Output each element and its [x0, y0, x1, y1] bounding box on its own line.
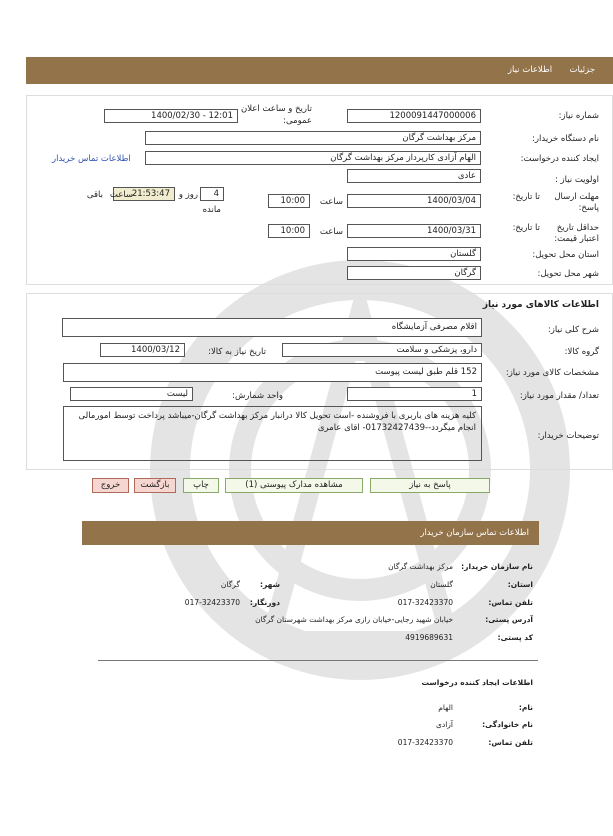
qty-field: 1: [347, 387, 482, 401]
view-attachments-button[interactable]: مشاهده مدارک پیوستی (1): [225, 478, 363, 493]
qty-label: تعداد/ مقدار مورد نیاز:: [519, 391, 599, 401]
creator-last-name-label: نام خانوادگی:: [482, 720, 533, 729]
validity-time-field: 10:00: [268, 224, 310, 238]
city-field: گرگان: [347, 266, 481, 280]
summary-field: اقلام مصرفی آزمایشگاه: [62, 318, 482, 337]
buyer-org-field: مرکز بهداشت گرگان: [145, 131, 481, 145]
remaining-left-label: مانده: [202, 205, 221, 215]
province-field: گلستان: [347, 247, 481, 261]
contact-section-title: اطلاعات تماس سازمان خریدار: [420, 528, 529, 538]
buyer-notes-field: کلیه هزینه های باربری با فروشنده -است تحویل کالا درانبار مرکز بهداشت گرگان-میباشد پرداخت توسط امورمالی انجام میگردد--01732427439- اقای عامری: [63, 406, 482, 461]
contact-city-label: شهر:: [260, 580, 280, 589]
buyer-org-label: نام دستگاه خریدار:: [532, 134, 599, 144]
contact-section-bar: [82, 521, 539, 545]
validity-until-date-label: تا تاریخ:: [512, 223, 540, 233]
creator-first-name-value: الهام: [438, 703, 453, 712]
countdown-field: 21:53:47: [113, 187, 175, 201]
deadline-until-date-label: تا تاریخ:: [512, 192, 540, 202]
unit-field: لیست: [70, 387, 193, 401]
city-label: شهر محل تحویل:: [537, 269, 599, 279]
days-label: روز و: [178, 190, 198, 200]
deadline-time-label: ساعت: [319, 197, 343, 207]
unit-label: واحد شمارش:: [232, 391, 283, 401]
contact-city-value: گرگان: [220, 580, 240, 589]
remaining-label: ساعت: [109, 190, 133, 200]
section-divider: [98, 660, 538, 661]
postal-code-value: 4919689631: [405, 633, 453, 642]
goods-section-title: اطلاعات کالاهای مورد نیاز: [482, 300, 599, 310]
org-name-label: نام سازمان خریدار:: [461, 562, 533, 571]
priority-label: اولویت نیاز :: [554, 175, 599, 185]
creator-section-title: اطلاعات ایجاد کننده درخواست: [421, 678, 533, 687]
postal-code-label: کد پستی:: [497, 633, 533, 642]
header-bar: [26, 57, 613, 84]
need-date-label: تاریخ نیاز به کالا:: [208, 347, 266, 357]
contact-fax-value: 017-32423370: [184, 598, 240, 607]
specs-label: مشخصات کالای مورد نیاز:: [505, 368, 599, 378]
contact-province-label: استان:: [507, 580, 533, 589]
priority-field: عادی: [347, 169, 481, 183]
deadline-label: مهلت ارسال پاسخ:: [554, 192, 599, 213]
goods-group-label: گروه کالا:: [564, 347, 599, 357]
buyer-notes-label: توضیحات خریدار:: [537, 431, 599, 441]
deadline-date-field: 1400/03/04: [347, 194, 481, 208]
address-value: خیابان شهید رجایی-خیابان رازی مرکز بهداشت شهرستان گرگان: [255, 615, 453, 624]
contact-province-value: گلستان: [430, 580, 453, 589]
need-number-label: شماره نیاز:: [558, 111, 599, 121]
breadcrumb-details[interactable]: جزئیات: [569, 65, 595, 75]
validity-time-label: ساعت: [319, 227, 343, 237]
creator-phone-value: 017-32423370: [397, 738, 453, 747]
address-label: آدرس پستی:: [485, 615, 533, 624]
buyer-contact-link[interactable]: اطلاعات تماس خریدار: [52, 154, 131, 164]
need-number-field: 1200091447000006: [347, 109, 481, 123]
creator-phone-label: تلفن تماس:: [488, 738, 533, 747]
breadcrumb-need-info[interactable]: اطلاعات نیاز: [507, 65, 553, 75]
breadcrumb: [508, 65, 595, 75]
contact-phone-value: 017-32423370: [397, 598, 453, 607]
days-remaining-field: 4: [200, 187, 224, 201]
remaining-suffix-label: باقی: [86, 190, 103, 200]
creator-last-name-value: آزادی: [436, 720, 453, 729]
reply-to-need-button[interactable]: پاسخ به نیاز: [370, 478, 490, 493]
announce-datetime-field: 1400/02/30 - 12:01: [104, 109, 238, 123]
goods-group-field: دارو، پزشکی و سلامت: [282, 343, 482, 357]
summary-label: شرح کلی نیاز:: [547, 325, 599, 335]
min-validity-label: حداقل تاریخ اعتبار قیمت:: [554, 223, 599, 244]
deadline-time-field: 10:00: [268, 194, 310, 208]
back-button[interactable]: بازگشت: [134, 478, 176, 493]
validity-date-field: 1400/03/31: [347, 224, 481, 238]
requester-field: الهام آزادی کارپرداز مرکز بهداشت گرگان: [145, 151, 481, 165]
need-date-field: 1400/03/12: [100, 343, 185, 357]
requester-label: ایجاد کننده درخواست:: [520, 154, 599, 164]
exit-button[interactable]: خروج: [92, 478, 129, 493]
print-button[interactable]: چاپ: [183, 478, 219, 493]
contact-fax-label: دورنگار:: [249, 598, 280, 607]
specs-field: 152 قلم طبق لیست پیوست: [63, 363, 482, 382]
province-label: استان محل تحویل:: [532, 250, 599, 260]
creator-first-name-label: نام:: [518, 703, 533, 712]
announce-datetime-label: تاریخ و ساعت اعلان عمومی:: [240, 104, 312, 126]
org-name-value: مرکز بهداشت گرگان: [388, 562, 453, 571]
contact-phone-label: تلفن تماس:: [488, 598, 533, 607]
